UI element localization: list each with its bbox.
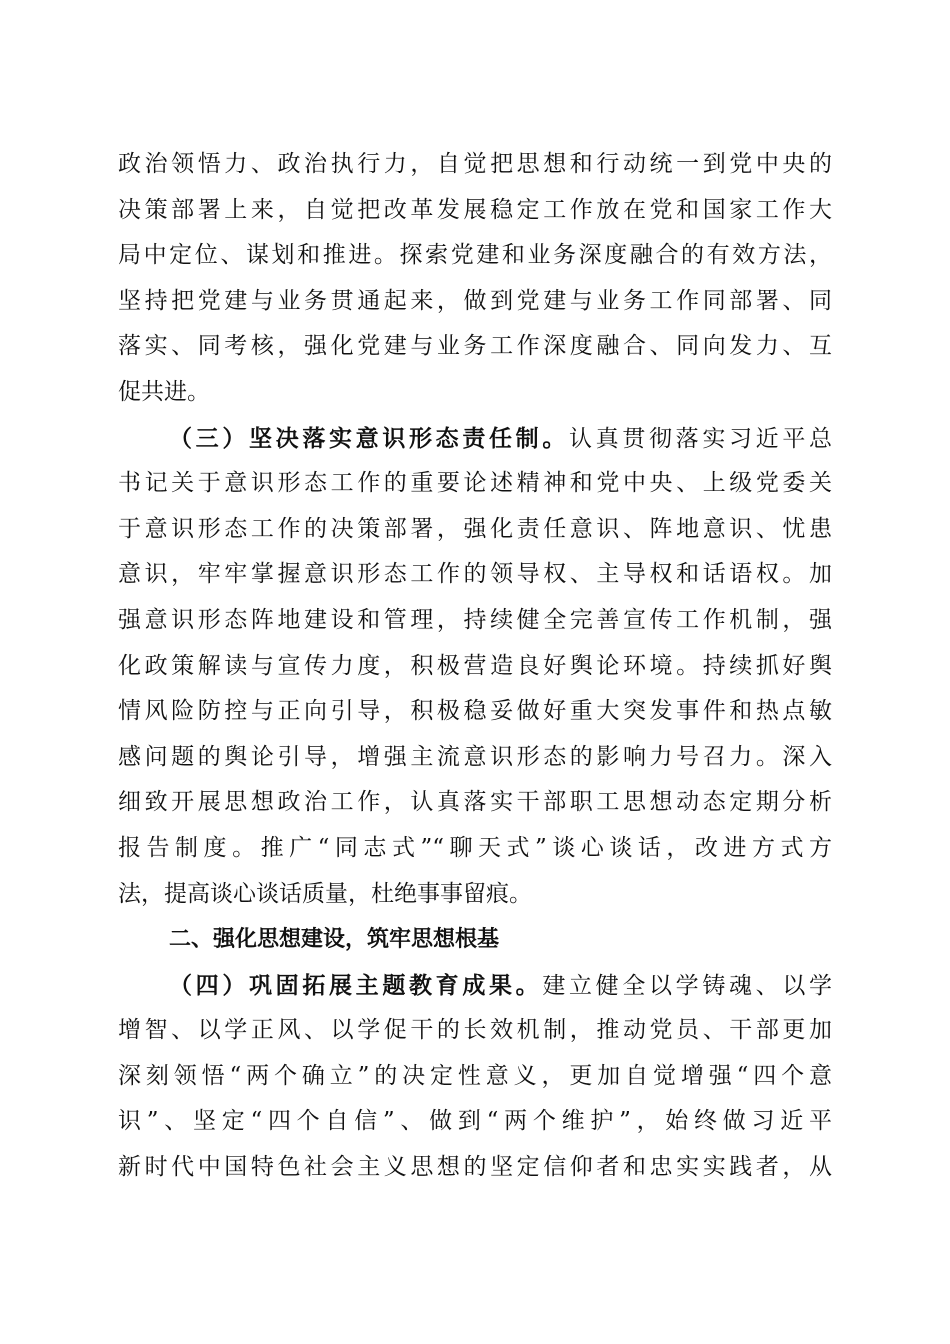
- body-text-line: 感问题的舆论引导，增强主流意识形态的影响力号召力。深入: [118, 743, 832, 770]
- body-text-line: 情风险防控与正向引导，积极稳妥做好重大突发事件和热点敏: [118, 698, 832, 725]
- body-text-line: 法，提高谈心谈话质量，杜绝事事留痕。: [118, 880, 532, 907]
- body-text-line: 局中定位、谋划和推进。探索党建和业务深度融合的有效方法，: [118, 242, 832, 269]
- body-text-line: 政治领悟力、政治执行力，自觉把思想和行动统一到党中央的: [118, 151, 832, 177]
- section-3-text: 认真贯彻落实习近平总: [569, 425, 833, 452]
- body-text-line: 强意识形态阵地建设和管理，持续健全完善宣传工作机制，强: [118, 606, 832, 633]
- section-4-first-line: [118, 963, 832, 1009]
- body-text-line: 识”、坚定“四个自信”、做到“两个维护”，始终做习近平: [118, 1108, 832, 1135]
- body-text-line: 意识，牢牢掌握意识形态工作的领导权、主导权和话语权。加: [118, 561, 832, 588]
- body-text-line: 报告制度。推广“同志式”“聊天式”谈心谈话，改进方式方: [118, 834, 832, 861]
- body-text-line: 增智、以学正风、以学促干的长效机制，推动党员、干部更加: [118, 1017, 832, 1044]
- body-text-line: 促共进。: [118, 378, 210, 405]
- section-4-heading: （四）巩固拓展主题教育成果。: [169, 971, 543, 999]
- section-4-text: 建立健全以学铸魂、以学: [542, 972, 833, 999]
- body-text-line: 于意识形态工作的决策部署，强化责任意识、阵地意识、忧患: [118, 515, 832, 542]
- body-text-line: 细致开展思想政治工作，认真落实干部职工思想动态定期分析: [118, 789, 832, 816]
- body-text-line: 决策部署上来，自觉把改革发展稳定工作放在党和国家工作大: [118, 196, 832, 223]
- body-text-line: 化政策解读与宣传力度，积极营造良好舆论环境。持续抓好舆: [118, 652, 832, 679]
- body-text-line: 落实、同考核，强化党建与业务工作深度融合、同向发力、互: [118, 333, 832, 360]
- body-text-line: 深刻领悟“两个确立”的决定性意义，更加自觉增强“四个意: [118, 1062, 832, 1089]
- part-2-heading: 二、强化思想建设，筑牢思想根基: [169, 927, 500, 953]
- body-text-line: 新时代中国特色社会主义思想的坚定信仰者和忠实实践者，从: [118, 1154, 832, 1181]
- section-3-heading: （三）坚决落实意识形态责任制。: [169, 424, 569, 452]
- document-page: [118, 142, 832, 1191]
- body-text-line: 坚持把党建与业务贯通起来，做到党建与业务工作同部署、同: [118, 287, 832, 314]
- body-text-line: 书记关于意识形态工作的重要论述精神和党中央、上级党委关: [118, 470, 832, 497]
- section-3-first-line: [118, 416, 832, 462]
